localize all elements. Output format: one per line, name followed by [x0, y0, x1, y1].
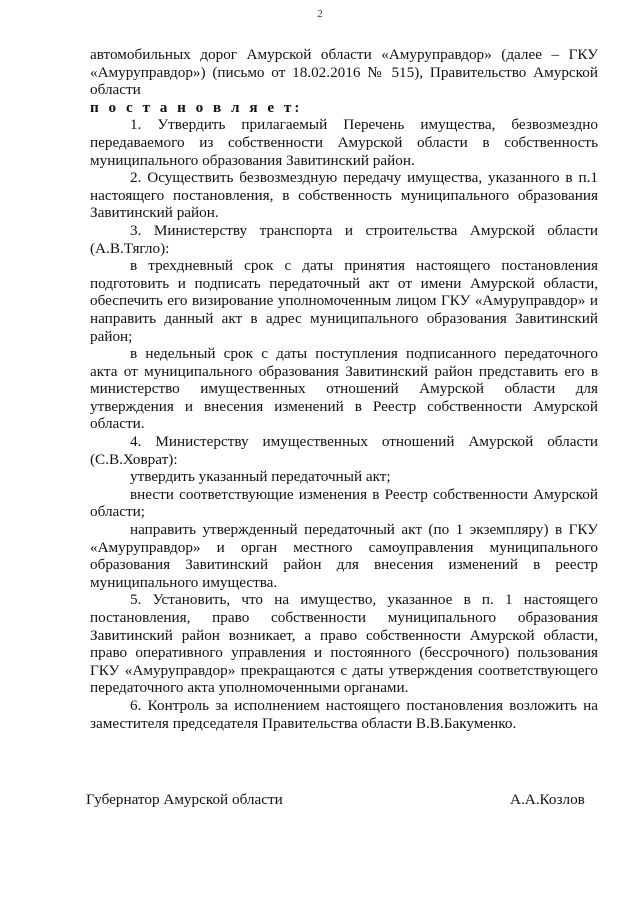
signatory-name: А.А.Козлов: [510, 791, 585, 808]
paragraph-intro-continuation: автомобильных дорог Амурской области «Амуруправдор» (далее – ГКУ «Амуруправдор») (письмо от 18.02.2016 № 515), Правительство Амурской области: [90, 46, 598, 99]
paragraph-item-3-sub-1: в трехдневный срок с даты принятия настоящего постановления подготовить и подписать передаточный акт от имени Амурской области, обеспечить его визирование уполномоченным лицом ГКУ «Амуруправдор» и направить данный акт в адрес муниципального образования Завитинский район;: [90, 257, 598, 345]
document-body: [90, 46, 598, 732]
signatory-position: Губернатор Амурской области: [86, 791, 283, 808]
paragraph-item-4-sub-1: утвердить указанный передаточный акт;: [130, 468, 391, 486]
paragraph-item-2: 2. Осуществить безвозмездную передачу имущества, указанного в п.1 настоящего постановления, в собственность муниципального образования Завитинский район.: [90, 169, 598, 222]
paragraph-item-5: 5. Установить, что на имущество, указанное в п. 1 настоящего постановления, право собственности муниципального образования Завитинский район возникает, а право собственности Амурской области, право оперативного управления и постоянного (бессрочного) пользования ГКУ «Амуруправдор» прекращаются с даты утверждения соответствующего передаточного акта уполномоченными органами.: [90, 591, 598, 697]
paragraph-item-1: 1. Утвердить прилагаемый Перечень имущества, безвозмездно передаваемого из собственности Амурской области в собственность муниципального образования Завитинский район.: [90, 116, 598, 169]
paragraph-item-4-sub-3: направить утвержденный передаточный акт (по 1 экземпляру) в ГКУ «Амуруправдор» и орган местного самоуправления муниципального образования Завитинский район для внесения изменений в реестр муниципального имущества.: [90, 521, 598, 591]
paragraph-item-6: 6. Контроль за исполнением настоящего постановления возложить на заместителя председателя Правительства области В.В.Бакуменко.: [90, 696, 598, 732]
paragraph-item-3-sub-2: в недельный срок с даты поступления подписанного передаточного акта от муниципального образования Завитинский район представить его в министерство имущественных отношений Амурской области для утверждения и внесения изменений в Реестр собственности Амурской области.: [90, 345, 598, 433]
page-number: 2: [317, 8, 323, 20]
paragraph-item-3: 3. Министерству транспорта и строительства Амурской области (А.В.Тягло):: [90, 221, 598, 257]
resolves-heading: п о с т а н о в л я е т:: [90, 98, 303, 116]
paragraph-item-4: 4. Министерству имущественных отношений Амурской области (С.В.Ховрат):: [90, 433, 598, 468]
paragraph-item-4-sub-2: внести соответствующие изменения в Реестр собственности Амурской области;: [90, 485, 598, 521]
